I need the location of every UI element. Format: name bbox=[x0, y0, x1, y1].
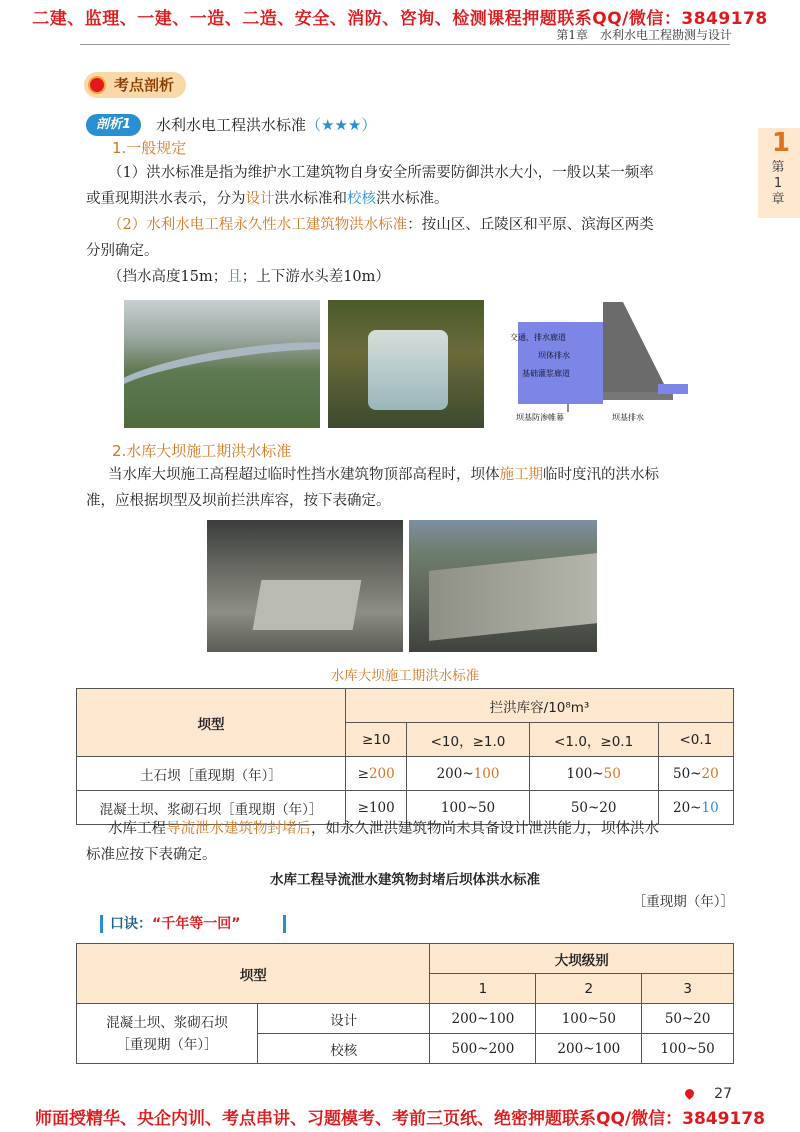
cell-pre: ≥ bbox=[357, 765, 369, 782]
construction-paragraph bbox=[86, 462, 736, 514]
after-a: 水库工程 bbox=[108, 821, 166, 837]
after-line2: 标准应按下表确定。 bbox=[86, 847, 217, 863]
table2-unit: ［重现期（年）］ bbox=[632, 894, 734, 910]
chapter-side-number: 1 bbox=[771, 128, 790, 158]
diagram-label-curtain: 坝基防渗帷幕 bbox=[516, 413, 564, 422]
and-term: 且 bbox=[227, 269, 242, 285]
table1-capacity-header: 拦洪库容/10⁸m³ bbox=[346, 689, 734, 723]
target-icon bbox=[88, 76, 106, 94]
diagram-label-foundation-drain: 坝基排水 bbox=[612, 413, 644, 422]
cell-pre: 50~ bbox=[673, 765, 702, 782]
page-number: 27 bbox=[714, 1086, 732, 1102]
table2-kind-check: 校核 bbox=[258, 1034, 430, 1064]
table2-type-header: 坝型 bbox=[77, 944, 430, 1004]
table2-level: 3 bbox=[642, 974, 734, 1004]
table1-cell bbox=[529, 757, 658, 791]
table2-cell: 200~100 bbox=[536, 1034, 642, 1064]
mountain-stream-photo bbox=[328, 300, 484, 428]
table2-cell: 100~50 bbox=[642, 1034, 734, 1064]
construction-a: 当水库大坝施工高程超过临时性挡水建筑物顶部高程时，坝体 bbox=[108, 467, 500, 483]
table2-cell: 200~100 bbox=[430, 1004, 536, 1034]
dam-section-diagram bbox=[508, 292, 688, 432]
chapter-header: 第1章 水利水电工程勘测与设计 bbox=[556, 28, 732, 42]
table1-cell bbox=[407, 757, 529, 791]
table1-subheader: <1.0，≥0.1 bbox=[529, 723, 658, 757]
table1-cell bbox=[346, 757, 407, 791]
bottom-banner: 师面授精华、央企内训、考点串讲、习题模考、考前三页纸、绝密押题联系QQ/微信：3849178 bbox=[35, 1109, 765, 1129]
after-highlight: 导流泄水建筑物封堵后 bbox=[166, 821, 311, 837]
cell-hl: 50 bbox=[603, 765, 621, 782]
cell-hl: 200 bbox=[368, 765, 395, 782]
after-b: ，如永久泄洪建筑物尚未具备设计泄洪能力，坝体洪水 bbox=[311, 821, 659, 837]
height-note bbox=[108, 264, 390, 290]
cell-pre: 20~ bbox=[673, 799, 702, 816]
table2-level-header: 大坝级别 bbox=[430, 944, 734, 974]
analysis-title-text: 水利水电工程洪水标准 bbox=[156, 116, 307, 134]
table1-row-type: 混凝土坝、浆砌石坝［重现期（年）］ bbox=[77, 791, 346, 825]
general-paragraph-1 bbox=[86, 160, 736, 212]
mnemonic-text: “千年等一回” bbox=[152, 916, 241, 932]
after-paragraph bbox=[86, 816, 736, 868]
section-badge: 考点剖析 bbox=[84, 72, 186, 98]
diagram-label-drain: 坝体排水 bbox=[538, 351, 570, 360]
downstream-water bbox=[658, 384, 688, 394]
general-p2-line1 bbox=[86, 212, 736, 238]
general-paragraph-2 bbox=[86, 212, 736, 264]
star-rating: （★★★） bbox=[306, 116, 377, 134]
foundation-pit-photo bbox=[207, 520, 403, 652]
general-p1-d: 洪水标准。 bbox=[376, 191, 449, 207]
diagram-label-grout: 基础灌浆廊道 bbox=[522, 369, 570, 378]
table1-subheader: <0.1 bbox=[658, 723, 733, 757]
cell-pre: ≥100 bbox=[357, 799, 395, 816]
location-pin-icon bbox=[683, 1087, 696, 1100]
permanent-structure-highlight: （2）水利水电工程永久性水工建筑物洪水标准 bbox=[108, 217, 408, 233]
dam-body bbox=[603, 302, 668, 392]
general-p2-a: ：按山区、丘陵区和平原、滨海区两类 bbox=[407, 217, 654, 233]
diagram-label-gallery: 交通、排水廊道 bbox=[510, 333, 566, 342]
check-term: 校核 bbox=[347, 191, 376, 207]
table2-caption: 水库工程导流泄水建筑物封堵后坝体洪水标准 bbox=[270, 872, 540, 888]
table2-cell: 500~200 bbox=[430, 1034, 536, 1064]
cell-hl: 100 bbox=[473, 765, 500, 782]
post-closure-flood-table bbox=[76, 943, 734, 1064]
table2-level: 2 bbox=[536, 974, 642, 1004]
table2-level: 1 bbox=[430, 974, 536, 1004]
river-plain-photo bbox=[124, 300, 320, 428]
general-p1-line2 bbox=[86, 186, 736, 212]
height-note-b: ；上下游水头差10m） bbox=[241, 269, 390, 285]
analysis-badge: 剖析1 bbox=[86, 114, 141, 136]
construction-line1 bbox=[86, 462, 736, 488]
table2-row-type bbox=[77, 1004, 258, 1064]
general-p2-line2: 分别确定。 bbox=[86, 243, 159, 259]
cell-pre: 100~ bbox=[566, 765, 604, 782]
cell-pre: 200~ bbox=[436, 765, 474, 782]
construction-flood-table bbox=[76, 688, 734, 825]
table2-row-type-line1: 混凝土坝、浆砌石坝 bbox=[106, 1014, 228, 1031]
table1-subheader: <10，≥1.0 bbox=[407, 723, 529, 757]
mnemonic-label: 口诀： bbox=[110, 916, 152, 932]
construction-period-term: 施工期 bbox=[499, 467, 543, 483]
cell-pre: 50~20 bbox=[570, 799, 617, 816]
cell-hl: 20 bbox=[701, 765, 719, 782]
table2-row-type-line2: ［重现期（年）］ bbox=[116, 1036, 218, 1053]
height-note-a: （挡水高度15m； bbox=[108, 269, 228, 285]
table1-subheader: ≥10 bbox=[346, 723, 407, 757]
dam-construction-photo bbox=[409, 520, 597, 652]
cell-hl: 10 bbox=[701, 799, 719, 816]
table1-type-header: 坝型 bbox=[77, 689, 346, 757]
construction-line2: 准，应根据坝型及坝前拦洪库容，按下表确定。 bbox=[86, 493, 391, 509]
top-banner: 二建、监理、一建、一造、二造、安全、消防、咨询、检测课程押题联系QQ/微信：3849178 bbox=[32, 9, 768, 29]
table1-cell bbox=[658, 757, 733, 791]
cell-pre: 100~50 bbox=[440, 799, 496, 816]
table1-row-type: 土石坝［重现期（年）］ bbox=[77, 757, 346, 791]
table2-cell: 50~20 bbox=[642, 1004, 734, 1034]
analysis-title bbox=[156, 114, 376, 135]
table2-kind-design: 设计 bbox=[258, 1004, 430, 1034]
general-p1-c: 洪水标准和 bbox=[274, 191, 347, 207]
design-term: 设计 bbox=[245, 191, 275, 207]
general-p1-line1: （1）洪水标准是指为维护水工建筑物自身安全所需要防御洪水大小，一般以某一频率 bbox=[108, 165, 654, 181]
header-divider bbox=[80, 44, 730, 45]
table1-caption: 水库大坝施工期洪水标准 bbox=[330, 668, 480, 684]
general-heading: 1.一般规定 bbox=[112, 139, 187, 157]
chapter-side-label: 第1章 bbox=[771, 160, 785, 207]
general-p1-b: 或重现期洪水表示，分为 bbox=[86, 191, 246, 207]
after-line1 bbox=[86, 816, 736, 842]
mnemonic-bar-left bbox=[100, 915, 103, 933]
construction-b: 临时度汛的洪水标 bbox=[543, 467, 659, 483]
construction-heading: 2.水库大坝施工期洪水标准 bbox=[112, 442, 292, 460]
mnemonic-bar-right bbox=[283, 915, 286, 933]
table2-cell: 100~50 bbox=[536, 1004, 642, 1034]
mnemonic bbox=[110, 913, 240, 933]
